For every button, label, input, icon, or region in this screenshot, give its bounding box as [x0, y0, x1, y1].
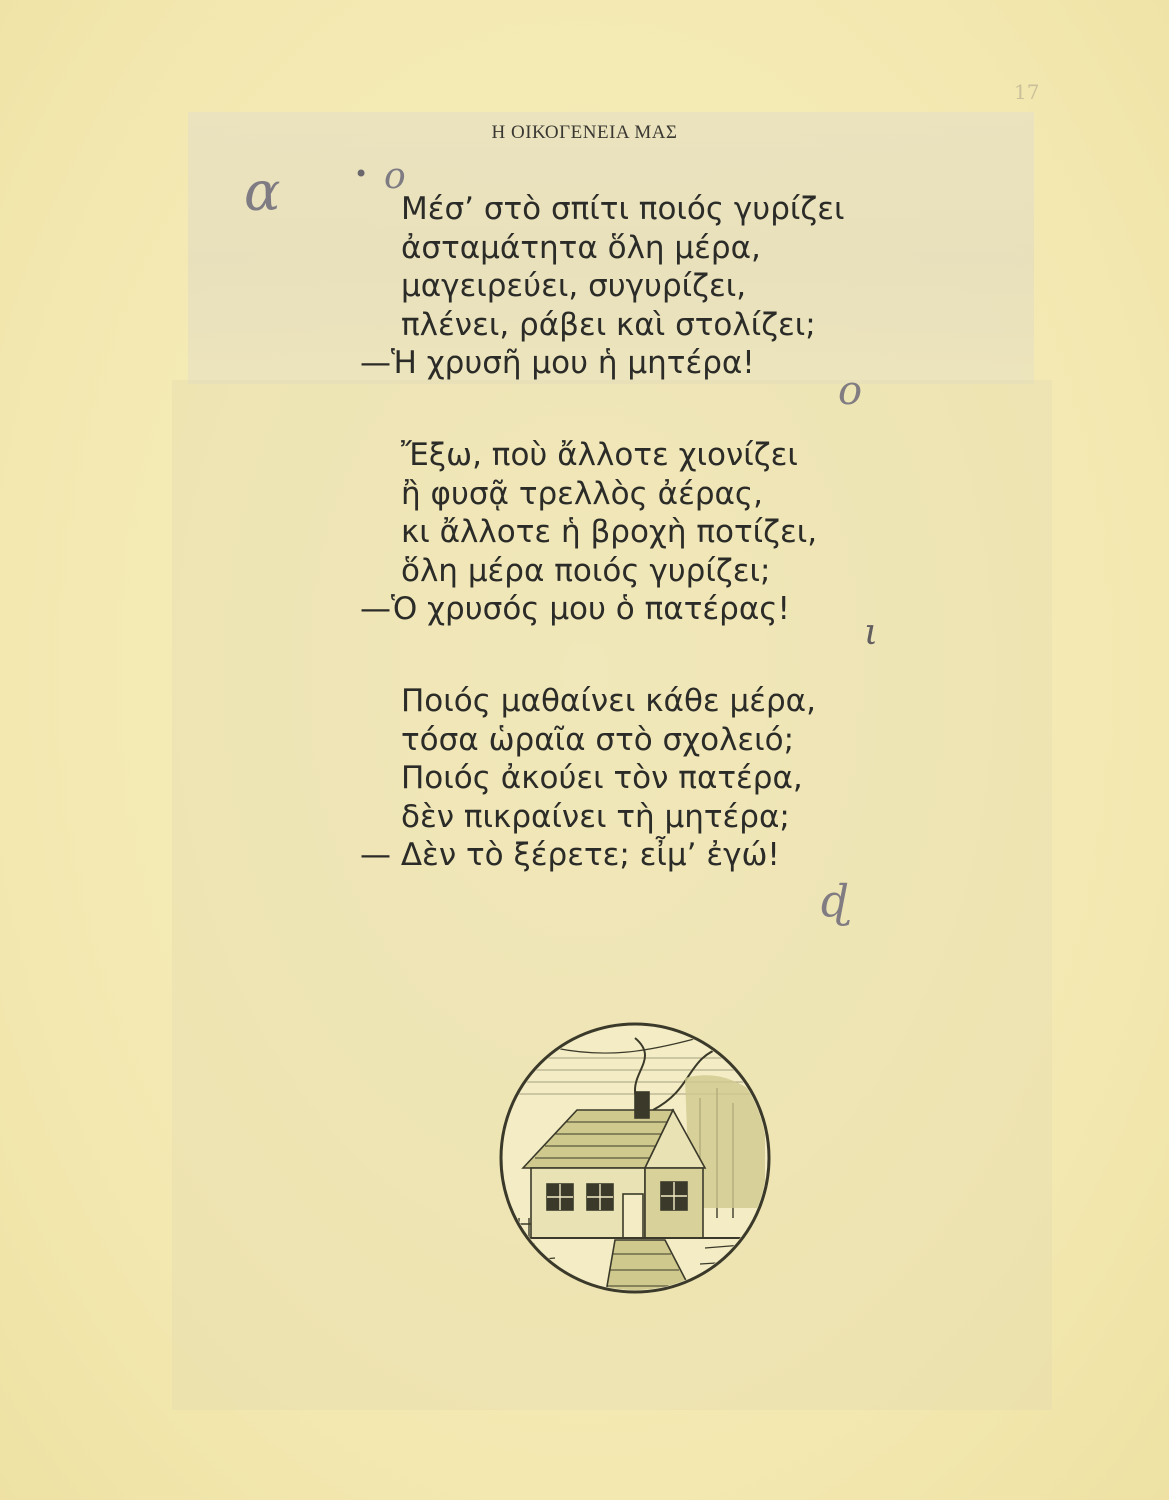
poem-line: ἢ φυσᾷ τρελλὸς ἀέρας,: [401, 475, 763, 512]
poem-line: ἀσταμάτητα ὅλη μέρα,: [401, 229, 761, 266]
poem-line: δὲν πικραίνει τὴ μητέρα;: [401, 798, 790, 835]
poem-line: τόσα ὡραῖα στὸ σχολειό;: [401, 721, 795, 758]
pencil-mark: ι: [864, 612, 879, 653]
poem-stanza-1: [360, 190, 845, 383]
page-title: Η ΟΙΚΟΓΕΝΕΙΑ ΜΑΣ: [491, 122, 678, 143]
pencil-mark: α: [244, 160, 281, 223]
poem-line: Ποιός μαθαίνει κάθε μέρα,: [401, 683, 816, 719]
poem-line: Μέσ’ στὸ σπίτι ποιός γυρίζει: [401, 191, 845, 227]
poem-line: Ἔξω, ποὺ ἄλλοτε χιονίζει: [401, 437, 798, 473]
poem-line: μαγειρεύει, συγυρίζει,: [401, 268, 747, 304]
cottage-vignette-icon: [495, 1018, 775, 1298]
poem-line-answer: — Δὲν τὸ ξέρετε; εἶμ’ ἐγώ!: [360, 837, 780, 873]
poem-stanza-3: [360, 682, 816, 875]
poem-line-answer: —Ἡ χρυσῆ μου ἡ μητέρα!: [360, 345, 755, 381]
page-number: 17: [1014, 80, 1040, 104]
poem-line-answer: —Ὁ χρυσός μου ὁ πατέρας!: [360, 591, 790, 627]
poem-line: Ποιός ἀκούει τὸν πατέρα,: [401, 760, 803, 796]
pencil-dot: •: [354, 160, 369, 188]
poem-line: κι ἄλλοτε ἡ βροχὴ ποτίζει,: [401, 514, 818, 550]
poem-line: ὅλη μέρα ποιός γυρίζει;: [401, 552, 771, 589]
pencil-mark: ο: [838, 368, 863, 414]
poem-stanza-2: [360, 436, 817, 629]
pencil-mark: ο: [384, 156, 406, 197]
poem-line: πλένει, ράβει καὶ στολίζει;: [401, 306, 816, 343]
pencil-mark: ɖ: [820, 876, 849, 927]
